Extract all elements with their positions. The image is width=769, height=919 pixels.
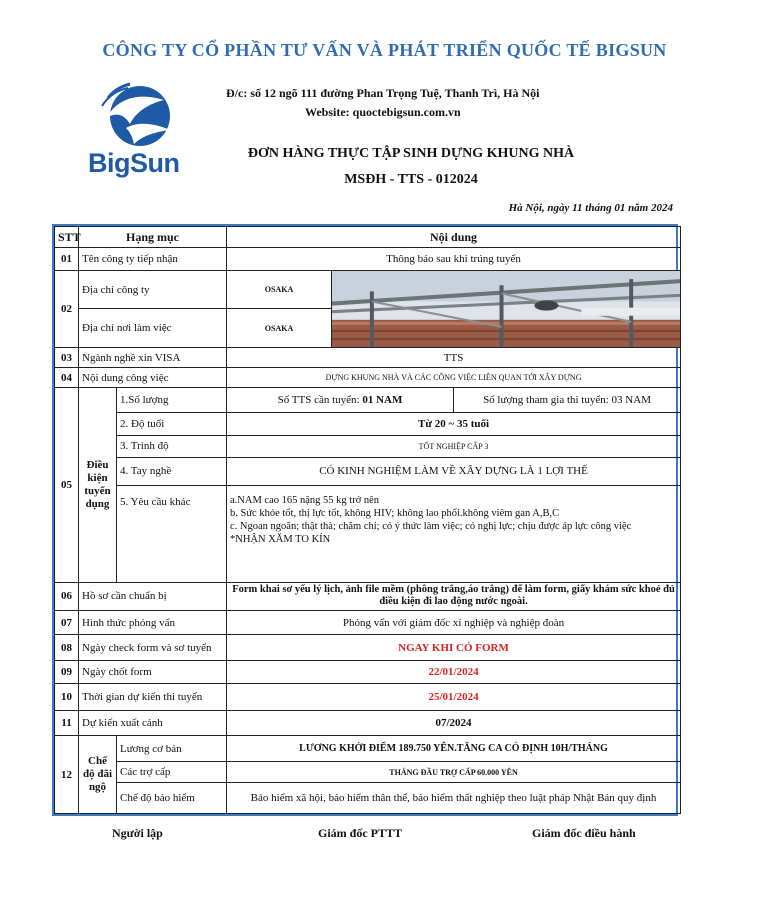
header-content: Nội dung	[227, 227, 681, 248]
table-row	[55, 270, 681, 309]
row-label: Ngày chốt form	[79, 660, 227, 683]
table-row	[55, 736, 681, 761]
signature-creator: Người lập	[112, 826, 163, 840]
row-label: Chế độ bảo hiểm	[117, 783, 227, 814]
row-value: THÁNG ĐẦU TRỢ CẤP 60.000 YÊN	[227, 761, 681, 782]
row-value: 07/2024	[227, 710, 681, 735]
row-number: 11	[55, 710, 79, 735]
row-value: Số lượng tham gia thi tuyển: 03 NAM	[454, 387, 681, 412]
steel-frame-image	[332, 271, 680, 347]
row-number: 08	[55, 635, 79, 660]
other-requirements	[227, 485, 681, 582]
requirement-line: *NHẬN XĂM TO KÍN	[230, 533, 331, 545]
row-label: Hồ sơ cần chuẩn bị	[79, 582, 227, 611]
row-number: 05	[55, 387, 79, 582]
row-label: Ngày check form và sơ tuyển	[79, 635, 227, 660]
row-label: Lương cơ bản	[117, 736, 227, 761]
row-label: 2. Độ tuổi	[117, 413, 227, 435]
row-value: DỰNG KHUNG NHÀ VÀ CÁC CÔNG VIỆC LIÊN QUAN TỚI XÂY DỰNG	[227, 368, 681, 387]
row-label: Ngành nghề xin VISA	[79, 348, 227, 368]
qty-need-prefix: Số TTS cần tuyển:	[277, 394, 363, 407]
row-value: Thông báo sau khi trúng tuyển	[227, 248, 681, 270]
company-address: Đ/c: số 12 ngõ 111 đường Phan Trọng Tuệ, Thanh Trì, Hà Nội	[226, 86, 540, 100]
group-label: Điều kiện tuyển dụng	[79, 387, 117, 582]
row-value: OSAKA	[227, 270, 332, 309]
table-row	[55, 582, 681, 611]
row-value: NGAY KHI CÓ FORM	[227, 635, 681, 660]
row-label: Thời gian dự kiến thi tuyển	[79, 684, 227, 711]
row-number: 02	[55, 270, 79, 347]
table-row	[55, 435, 681, 457]
row-value: 22/01/2024	[227, 660, 681, 683]
row-value: LƯƠNG KHỞI ĐIỂM 189.750 YÊN.TĂNG CA CÓ ĐỊNH 10H/THÁNG	[227, 736, 681, 761]
row-number: 04	[55, 368, 79, 387]
order-code: MSĐH - TTS - 012024	[344, 172, 478, 187]
row-value: TỐT NGHIỆP CẤP 3	[227, 435, 681, 457]
row-number: 01	[55, 248, 79, 270]
row-value: OSAKA	[227, 309, 332, 348]
row-number: 07	[55, 611, 79, 635]
document-title: ĐƠN HÀNG THỰC TẬP SINH DỰNG KHUNG NHÀ	[247, 146, 575, 161]
row-label: Nội dung công việc	[79, 368, 227, 387]
table-row	[55, 635, 681, 660]
row-label: 3. Trình độ	[117, 435, 227, 457]
table-row	[55, 387, 681, 412]
table-row	[55, 458, 681, 486]
row-label: Các trợ cấp	[117, 761, 227, 782]
table-row	[55, 485, 681, 582]
table-row	[55, 710, 681, 735]
row-label: 5. Yêu cầu khác	[117, 485, 227, 582]
header-stt: STT	[55, 227, 79, 248]
row-number: 12	[55, 736, 79, 814]
table-row	[55, 761, 681, 782]
table-row	[55, 248, 681, 270]
table-row	[55, 783, 681, 814]
row-number: 06	[55, 582, 79, 611]
row-label: Hình thức phỏng vấn	[79, 611, 227, 635]
row-number: 10	[55, 684, 79, 711]
table-row	[55, 368, 681, 387]
order-table	[52, 224, 678, 816]
requirement-line: a.NAM cao 165 nặng 55 kg trở nên	[230, 494, 380, 506]
qty-need-value: 01 NAM	[362, 394, 403, 407]
row-number: 03	[55, 348, 79, 368]
table-row	[55, 611, 681, 635]
row-value: CÓ KINH NGHIỆM LÀM VỀ XÂY DỰNG LÀ 1 LỢI THẾ	[227, 458, 681, 486]
requirement-line: b. Sức khỏe tốt, thị lực tốt, không HIV; không lao phổi.không viêm gan A,B,C	[230, 507, 560, 519]
table-row	[55, 348, 681, 368]
company-website: Website: quoctebigsun.com.vn	[305, 105, 461, 119]
row-label: Địa chỉ công ty	[79, 270, 227, 309]
table-row	[55, 684, 681, 711]
signature-ceo: Giám đốc điều hành	[532, 826, 636, 840]
row-value: Bảo hiểm xã hội, bảo hiểm thân thể, bảo hiểm thất nghiệp theo luật pháp Nhật Bản quy định	[227, 783, 681, 814]
requirement-line: c. Ngoan ngoãn; thật thà; chăm chỉ; có ý thức làm việc; có nghị lực; chịu được áp lực công việc	[230, 520, 632, 532]
row-value	[227, 387, 454, 412]
row-label: 4. Tay nghề	[117, 458, 227, 486]
table-header-row	[55, 227, 681, 248]
row-value: Từ 20 ~ 35 tuổi	[227, 413, 681, 435]
signature-director-pttt: Giám đốc PTTT	[318, 826, 403, 840]
row-label: 1.Số lượng	[117, 387, 227, 412]
row-label: Địa chỉ nơi làm việc	[79, 309, 227, 348]
table-row	[55, 660, 681, 683]
row-value: Form khai sơ yếu lý lịch, ảnh file mềm (phông trắng,áo trắng) để làm form, giấy khám sức khoẻ đủ điều kiện đi lao động nước ngoài.	[227, 582, 681, 611]
document-date: Hà Nội, ngày 11 tháng 01 năm 2024	[508, 202, 673, 214]
worksite-photo	[332, 270, 681, 347]
row-value: Phỏng vấn với giám đốc xí nghiệp và nghiệp đoàn	[227, 611, 681, 635]
row-number: 09	[55, 660, 79, 683]
header-category: Hạng mục	[79, 227, 227, 248]
row-value: 25/01/2024	[227, 684, 681, 711]
table-row	[55, 413, 681, 435]
company-name: CÔNG TY CỔ PHẦN TƯ VẤN VÀ PHÁT TRIỂN QUỐC TẾ BIGSUN	[102, 40, 667, 60]
row-value: TTS	[227, 348, 681, 368]
logo-text: BigSun	[88, 148, 180, 178]
row-label: Dự kiến xuất cảnh	[79, 710, 227, 735]
row-label: Tên công ty tiếp nhận	[79, 248, 227, 270]
group-label: Chế độ đãi ngộ	[79, 736, 117, 814]
